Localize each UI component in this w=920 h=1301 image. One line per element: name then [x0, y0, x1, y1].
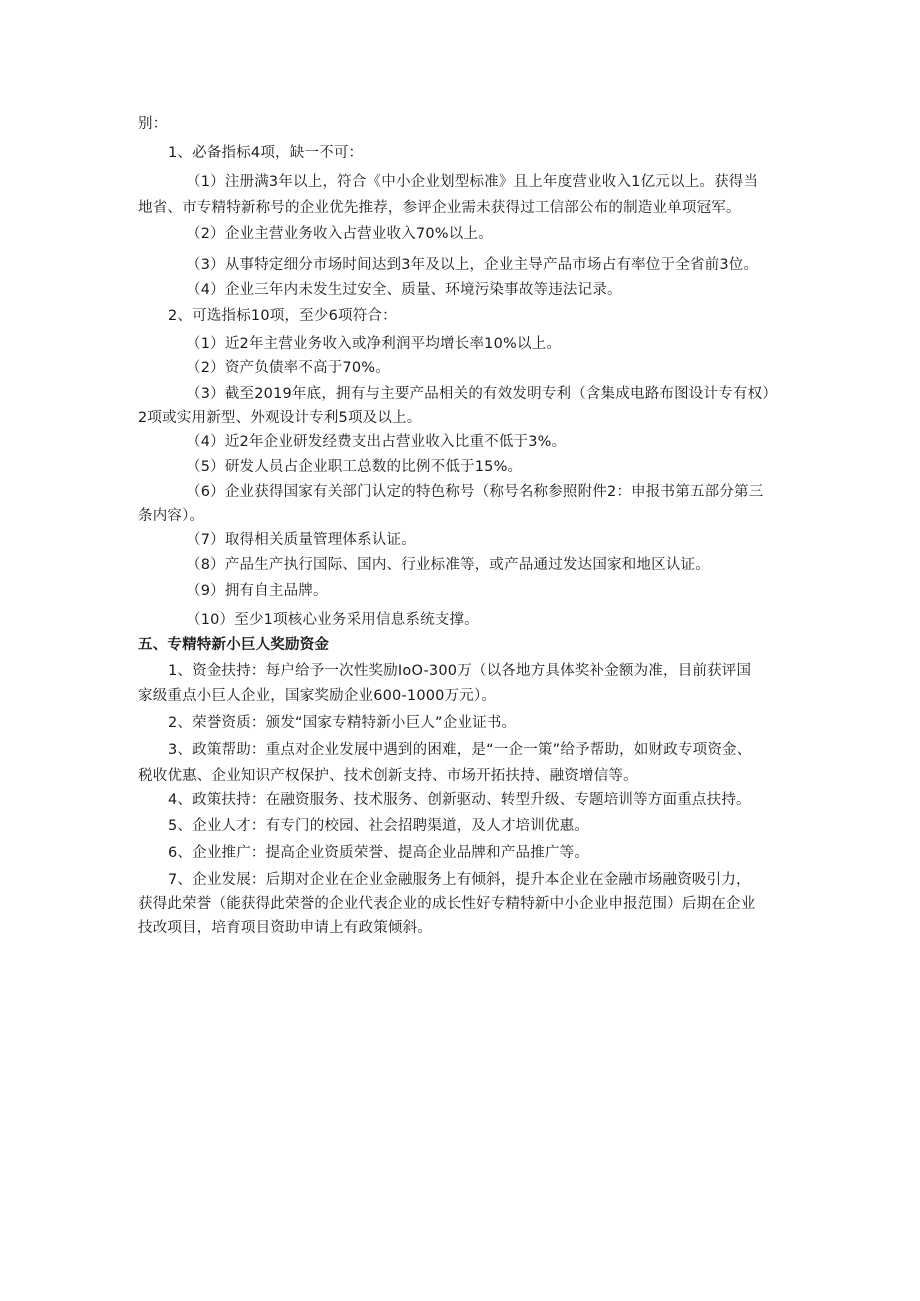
text-line: （7）取得相关质量管理体系认证。	[186, 532, 416, 548]
text-line: （3）截至2019年底，拥有与主要产品相关的有效发明专利（含集成电路布图设计专有权）	[186, 386, 778, 402]
text-line: 别：	[138, 116, 168, 132]
text-line: （2）资产负债率不高于70%。	[186, 360, 390, 376]
text-line: （5）研发人员占企业职工总数的比例不低于15%。	[186, 459, 523, 475]
text-line: （3）从事特定细分市场时间达到3年及以上，企业主导产品市场占有率位于全省前3位。	[186, 257, 759, 273]
section-heading: 五、专精特新小巨人奖励资金	[138, 637, 330, 653]
text-line: （8）产品生产执行国际、国内、行业标准等，或产品通过发达国家和地区认证。	[186, 557, 710, 573]
text-line: 7、企业发展：后期对企业在企业金融服务上有倾斜，提升本企业在金融市场融资吸引力，	[168, 872, 751, 888]
text-line: （10）至少1项核心业务采用信息系统支撑。	[186, 612, 479, 628]
text-line: 获得此荣誉（能获得此荣誉的企业代表企业的成长性好专精特新中小企业申报范围）后期在企业	[138, 896, 756, 912]
text-line: （4）企业三年内未发生过安全、质量、环境污染事故等违法记录。	[186, 282, 622, 298]
text-line: 6、企业推广：提高企业资质荣誉、提高企业品牌和产品推广等。	[168, 845, 590, 861]
text-line: 2项或实用新型、外观设计专利5项及以上。	[138, 410, 422, 426]
text-line: （6）企业获得国家有关部门认定的特色称号（称号名称参照附件2：申报书第五部分第三	[186, 484, 764, 500]
text-line: 1、必备指标4项，缺一不可：	[168, 145, 364, 161]
text-line: （1）注册满3年以上，符合《中小企业划型标准》且上年度营业收入1亿元以上。获得当	[186, 174, 759, 190]
text-line: 条内容）。	[138, 508, 205, 524]
text-line: 5、企业人才：有专门的校园、社会招聘渠道，及人才培训优惠。	[168, 818, 590, 834]
text-line: （1）近2年主营业务收入或净利润平均增长率10%以上。	[186, 336, 562, 352]
text-line: （9）拥有自主品牌。	[186, 583, 328, 599]
text-line: 2、荣誉资质：颁发“国家专精特新小巨人”企业证书。	[168, 715, 517, 731]
text-line: 家级重点小巨人企业，国家奖励企业600-1000万元）。	[138, 688, 497, 704]
text-line: 3、政策帮助：重点对企业发展中遇到的困难，是“一企一策”给予帮助，如财政专项资金、	[168, 742, 752, 758]
text-line: （4）近2年企业研发经费支出占营业收入比重不低于3%。	[186, 434, 567, 450]
text-line: （2）企业主营业务收入占营业收入70%以上。	[186, 226, 493, 242]
text-line: 税收优惠、企业知识产权保护、技术创新支持、市场开拓扶持、融资增信等。	[138, 768, 638, 784]
text-line: 2、可选指标10项，至少6项符合：	[168, 308, 397, 324]
text-line: 4、政策扶持：在融资服务、技术服务、创新驱动、转型升级、专题培训等方面重点扶持。	[168, 792, 751, 808]
text-line: 地省、市专精特新称号的企业优先推荐，参评企业需未获得过工信部公布的制造业单项冠军。	[138, 200, 741, 216]
text-line: 技改项目，培育项目资助申请上有政策倾斜。	[138, 920, 432, 936]
text-line: 1、资金扶持：每户给予一次性奖励IoO-300万（以各地方具体奖补金额为准，目前获评国	[168, 663, 752, 679]
